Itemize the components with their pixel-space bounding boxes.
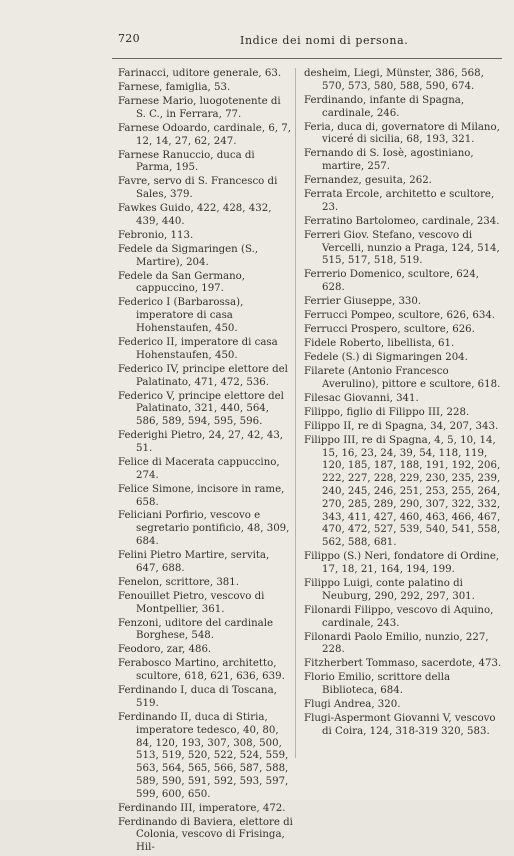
index-entry: Febronio, 113.	[118, 229, 194, 241]
header-rule	[112, 58, 502, 59]
index-entry: Fenelon, scrittore, 381.	[118, 576, 240, 588]
page-header	[110, 32, 500, 52]
index-entry: Ferrucci Pompeo, scultore, 626, 634.	[304, 310, 496, 322]
index-entry: Filesac Giovanni, 341.	[304, 392, 419, 404]
index-entry: Filippo II, re di Spagna, 34, 207, 343.	[304, 420, 499, 432]
index-entry: Filippo III, re di Spagna, 4, 5, 10, 14, 15, 16, 23, 24, 39, 54, 118, 119, 120, 185, 187, 188, 191, 192, 206, 222, 227, 228, 229, 230, 235, 239, 240, 245, 246, 251, 253, 255, 264, 270, 285, 289, 290, 307, 322, 332, 343, 411, 427, 460, 463, 466, 467, 470, 472, 527, 539, 540, 541, 558, 562, 588, 681.	[304, 434, 501, 549]
index-entry: Favre, servo di S. Francesco di Sales, 379.	[118, 176, 278, 201]
index-entry: Fernandez, gesuita, 262.	[304, 175, 432, 187]
index-entry: Filippo (S.) Neri, fondatore di Ordine, 17, 18, 21, 164, 194, 199.	[304, 551, 500, 576]
index-entry: Fernando di S. Iosè, agostiniano, martire, 257.	[304, 148, 474, 173]
index-entry: Felini Pietro Martire, servita, 647, 688.	[118, 550, 270, 574]
index-entry: Farnese Ranuccio, duca di Parma, 195.	[118, 149, 255, 174]
index-entry: Filarete (Antonio Francesco Averulino), pittore e scultore, 618.	[304, 366, 501, 390]
running-head: Indice dei nomi di persona.	[240, 34, 409, 47]
index-entry: Ferdinando di Baviera, elettore di Colonia, vescovo di Frisinga, Hil-	[118, 816, 293, 854]
index-column-left	[118, 68, 293, 856]
index-entry: Federico I (Barbarossa), imperatore di casa Hohenstaufen, 450.	[118, 297, 244, 335]
index-entry: Ferrerio Domenico, scultore, 624, 628.	[304, 269, 479, 294]
index-entry: Farnese Odoardo, cardinale, 6, 7, 12, 14, 27, 62, 247.	[118, 122, 291, 147]
column-divider	[295, 68, 296, 758]
index-entry: Filippo, figlio di Filippo III, 228.	[304, 406, 470, 418]
index-entry: Ferrucci Prospero, scultore, 626.	[304, 324, 475, 336]
index-entry: Fidele Roberto, libellista, 61.	[304, 338, 455, 350]
index-entry: Farnese, famiglia, 53.	[118, 81, 231, 93]
index-entry: Florio Emilio, scrittore della Biblioteca, 684.	[304, 672, 451, 697]
index-entry: Filippo Luigi, conte palatino di Neuburg, 290, 292, 297, 301.	[304, 578, 475, 602]
index-entry: Federico V, principe elettore del Palatinato, 321, 440, 564, 586, 589, 594, 595, 596.	[118, 390, 284, 428]
index-entry: Ferdinando, infante di Spagna, cardinale, 246.	[304, 94, 465, 119]
index-entry: Farinacci, uditore generale, 63.	[118, 68, 282, 79]
index-entry: Fawkes Guido, 422, 428, 432, 439, 440.	[118, 203, 272, 227]
index-entry: Farnese Mario, luogotenente di S. C., in Ferrara, 77.	[118, 95, 281, 120]
index-entry: Filonardi Filippo, vescovo di Aquino, cardinale, 243.	[304, 604, 494, 629]
index-entry: Federico II, imperatore di casa Hohenstaufen, 450.	[118, 337, 278, 361]
index-entry: Feliciani Porfirio, vescovo e segretario pontificio, 48, 309, 684.	[118, 510, 290, 548]
index-entry: Felice di Macerata cappuccino, 274.	[118, 456, 280, 481]
index-entry: Ferdinando II, duca di Stiria, imperatore tedesco, 40, 80, 84, 120, 193, 307, 308, 500, 513, 519, 520, 522, 524, 559, 563, 564, 565, 566, 587, 588, 589, 590, 591, 592, 593, 597, 599, 600, 650.	[118, 711, 289, 800]
index-column-right	[304, 68, 502, 740]
index-entry: Feria, duca di, governatore di Milano, viceré di sicilia, 68, 193, 321.	[304, 121, 500, 146]
index-entry: Fedele da Sigmaringen (S., Martire), 204.	[118, 243, 259, 268]
index-entry: Fenzoni, uditore del cardinale Borghese, 548.	[118, 617, 274, 642]
index-entry: Ferdinando III, imperatore, 472.	[118, 802, 286, 814]
index-entry: Fenouillet Pietro, vescovo di Montpellier, 361.	[118, 590, 265, 615]
index-entry: Ferrata Ercole, architetto e scultore, 23.	[304, 189, 495, 213]
index-entry: Flugi Andrea, 320.	[304, 699, 401, 711]
index-entry: Ferabosco Martino, architetto, scultore, 618, 621, 636, 639.	[118, 658, 285, 683]
index-entry: Filonardi Paolo Emilio, nunzio, 227, 228.	[304, 631, 489, 656]
index-entry: Fitzherbert Tommaso, sacerdote, 473.	[304, 658, 502, 670]
index-entry: Fedele (S.) di Sigmaringen 204.	[304, 352, 468, 364]
index-entry: Ferrier Giuseppe, 330.	[304, 296, 422, 308]
index-entry: Ferdinando I, duca di Toscana, 519.	[118, 685, 277, 709]
index-entry: Feodoro, zar, 486.	[118, 644, 212, 656]
index-entry: Federico IV, principe elettore del Palatinato, 471, 472, 536.	[118, 363, 288, 388]
index-entry: Ferratino Bartolomeo, cardinale, 234.	[304, 215, 500, 227]
index-entry: Flugi-Aspermont Giovanni V, vescovo di Coira, 124, 318-319 320, 583.	[304, 713, 496, 737]
index-entry: Fedele da San Germano, cappuccino, 197.	[118, 270, 246, 295]
page-number: 720	[118, 32, 140, 45]
index-entry: Ferreri Giov. Stefano, vescovo di Vercelli, nunzio a Praga, 124, 514, 515, 517, 518, 519.	[304, 229, 500, 267]
index-entry: desheim, Liegi, Münster, 386, 568, 570, 573, 580, 588, 590, 674.	[304, 68, 484, 92]
index-entry: Federighi Pietro, 24, 27, 42, 43, 51.	[118, 430, 284, 454]
index-entry: Felice Simone, incisore in rame, 658.	[118, 483, 285, 508]
